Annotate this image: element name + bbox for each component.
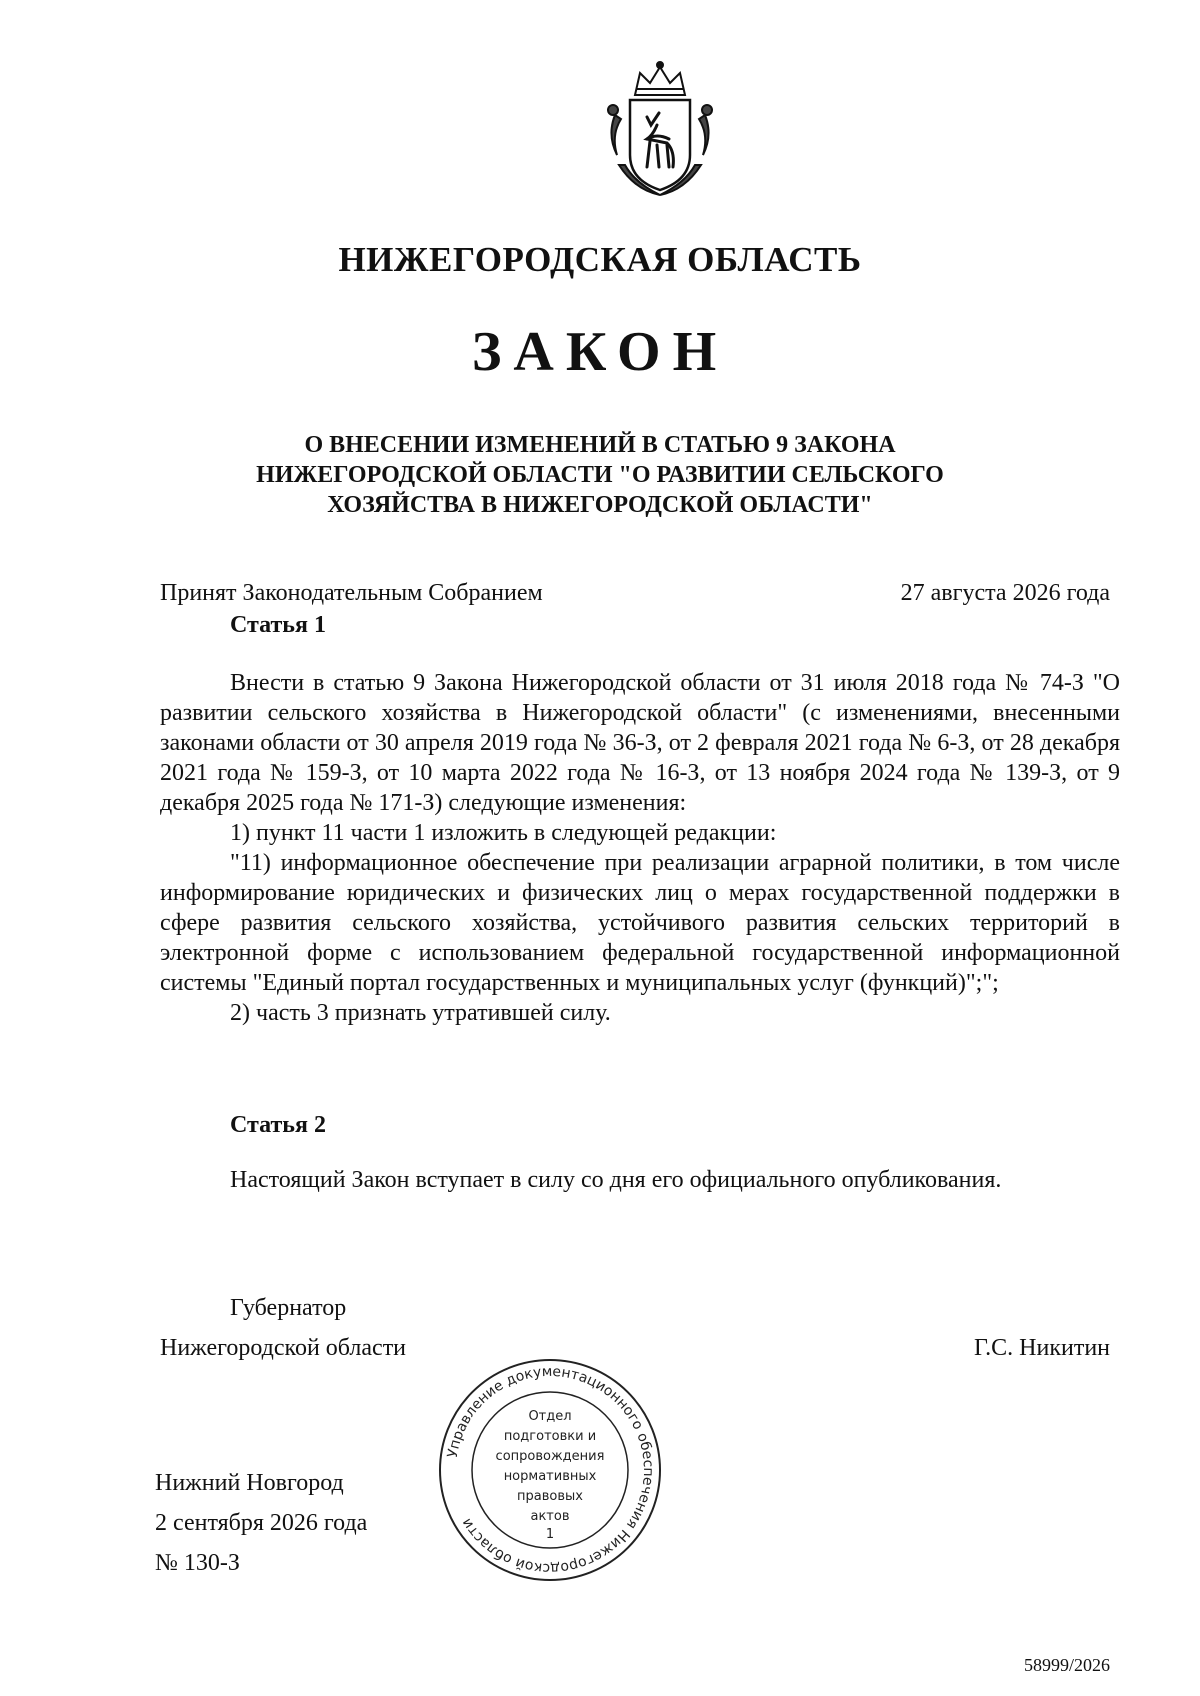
article-1-item-1-text: "11) информационное обеспечение при реализации аграрной политики, в том числе информирование юридических и физических лиц о мерах государственной поддержки в сфере развития сельского хозяйства, устойчивого развития сельских территорий в электронной форме с использованием федеральной государственной информационной системы "Единый портал государственных и муниципальных услуг (функций)";"; <box>160 850 1120 996</box>
article-2-heading: Статья 2 <box>230 1112 326 1138</box>
region-name: НИЖЕГОРОДСКАЯ ОБЛАСТЬ <box>338 240 862 279</box>
law-title-line: О ВНЕСЕНИИ ИЗМЕНЕНИЙ В СТАТЬЮ 9 ЗАКОНА <box>304 432 896 458</box>
signatory-name: Г.С. Никитин <box>973 1335 1110 1361</box>
document-type: ЗАКОН <box>471 321 729 383</box>
stamp-line: сопровождения <box>495 1449 605 1464</box>
signatory-position-line1: Губернатор <box>230 1295 347 1321</box>
article-2-body <box>160 1165 1120 1195</box>
article-1-intro: Внести в статью 9 Закона Нижегородской области от 31 июля 2018 года № 74-З "О развитии сельского хозяйства в Нижегородской области" (с изменениями, внесенными законами области от 30 апреля 2019 года № 36-З, от 2 февраля 2021 года № 6-З, от 28 декабря 2021 года № 159-З, от 10 марта 2022 года № 16-З, от 13 ноября 2024 года № 139-З, от 9 декабря 2025 года № 171-З) следующие изменения: <box>160 670 1120 816</box>
article-1-body <box>160 668 1120 1028</box>
place-city: Нижний Новгород <box>155 1470 344 1496</box>
law-number: № 130-З <box>155 1550 240 1576</box>
signing-date: 2 сентября 2026 года <box>155 1510 368 1536</box>
stamp-number: 1 <box>545 1527 555 1542</box>
signatory-position-line2: Нижегородской области <box>160 1335 407 1361</box>
law-title-line: ХОЗЯЙСТВА В НИЖЕГОРОДСКОЙ ОБЛАСТИ" <box>327 492 873 518</box>
law-title-line: НИЖЕГОРОДСКОЙ ОБЛАСТИ "О РАЗВИТИИ СЕЛЬСКОГО <box>256 462 944 488</box>
official-stamp <box>435 1355 665 1585</box>
article-1-heading: Статья 1 <box>230 612 326 638</box>
coat-of-arms-emblem <box>585 55 735 205</box>
stamp-line: Отдел <box>528 1409 572 1424</box>
adoption-date: 27 августа 2026 года <box>900 580 1110 606</box>
crown-icon <box>635 62 685 95</box>
stamp-line: правовых <box>517 1489 583 1504</box>
stamp-ring-text: Управление документационного обеспечения Нижегородской области <box>444 1363 657 1577</box>
stamp-line: подготовки и <box>503 1429 597 1444</box>
article-1-item-2: 2) часть 3 признать утратившей силу. <box>230 1000 611 1026</box>
stamp-line: нормативных <box>503 1469 597 1484</box>
article-2-text: Настоящий Закон вступает в силу со дня его официального опубликования. <box>230 1167 1002 1193</box>
document-code: 58999/2026 <box>1023 1655 1110 1675</box>
article-1-item-1: 1) пункт 11 части 1 изложить в следующей редакции: <box>230 820 777 846</box>
stamp-line: актов <box>530 1509 570 1524</box>
law-title <box>160 430 1040 520</box>
adopted-by: Принят Законодательным Собранием <box>160 580 543 606</box>
